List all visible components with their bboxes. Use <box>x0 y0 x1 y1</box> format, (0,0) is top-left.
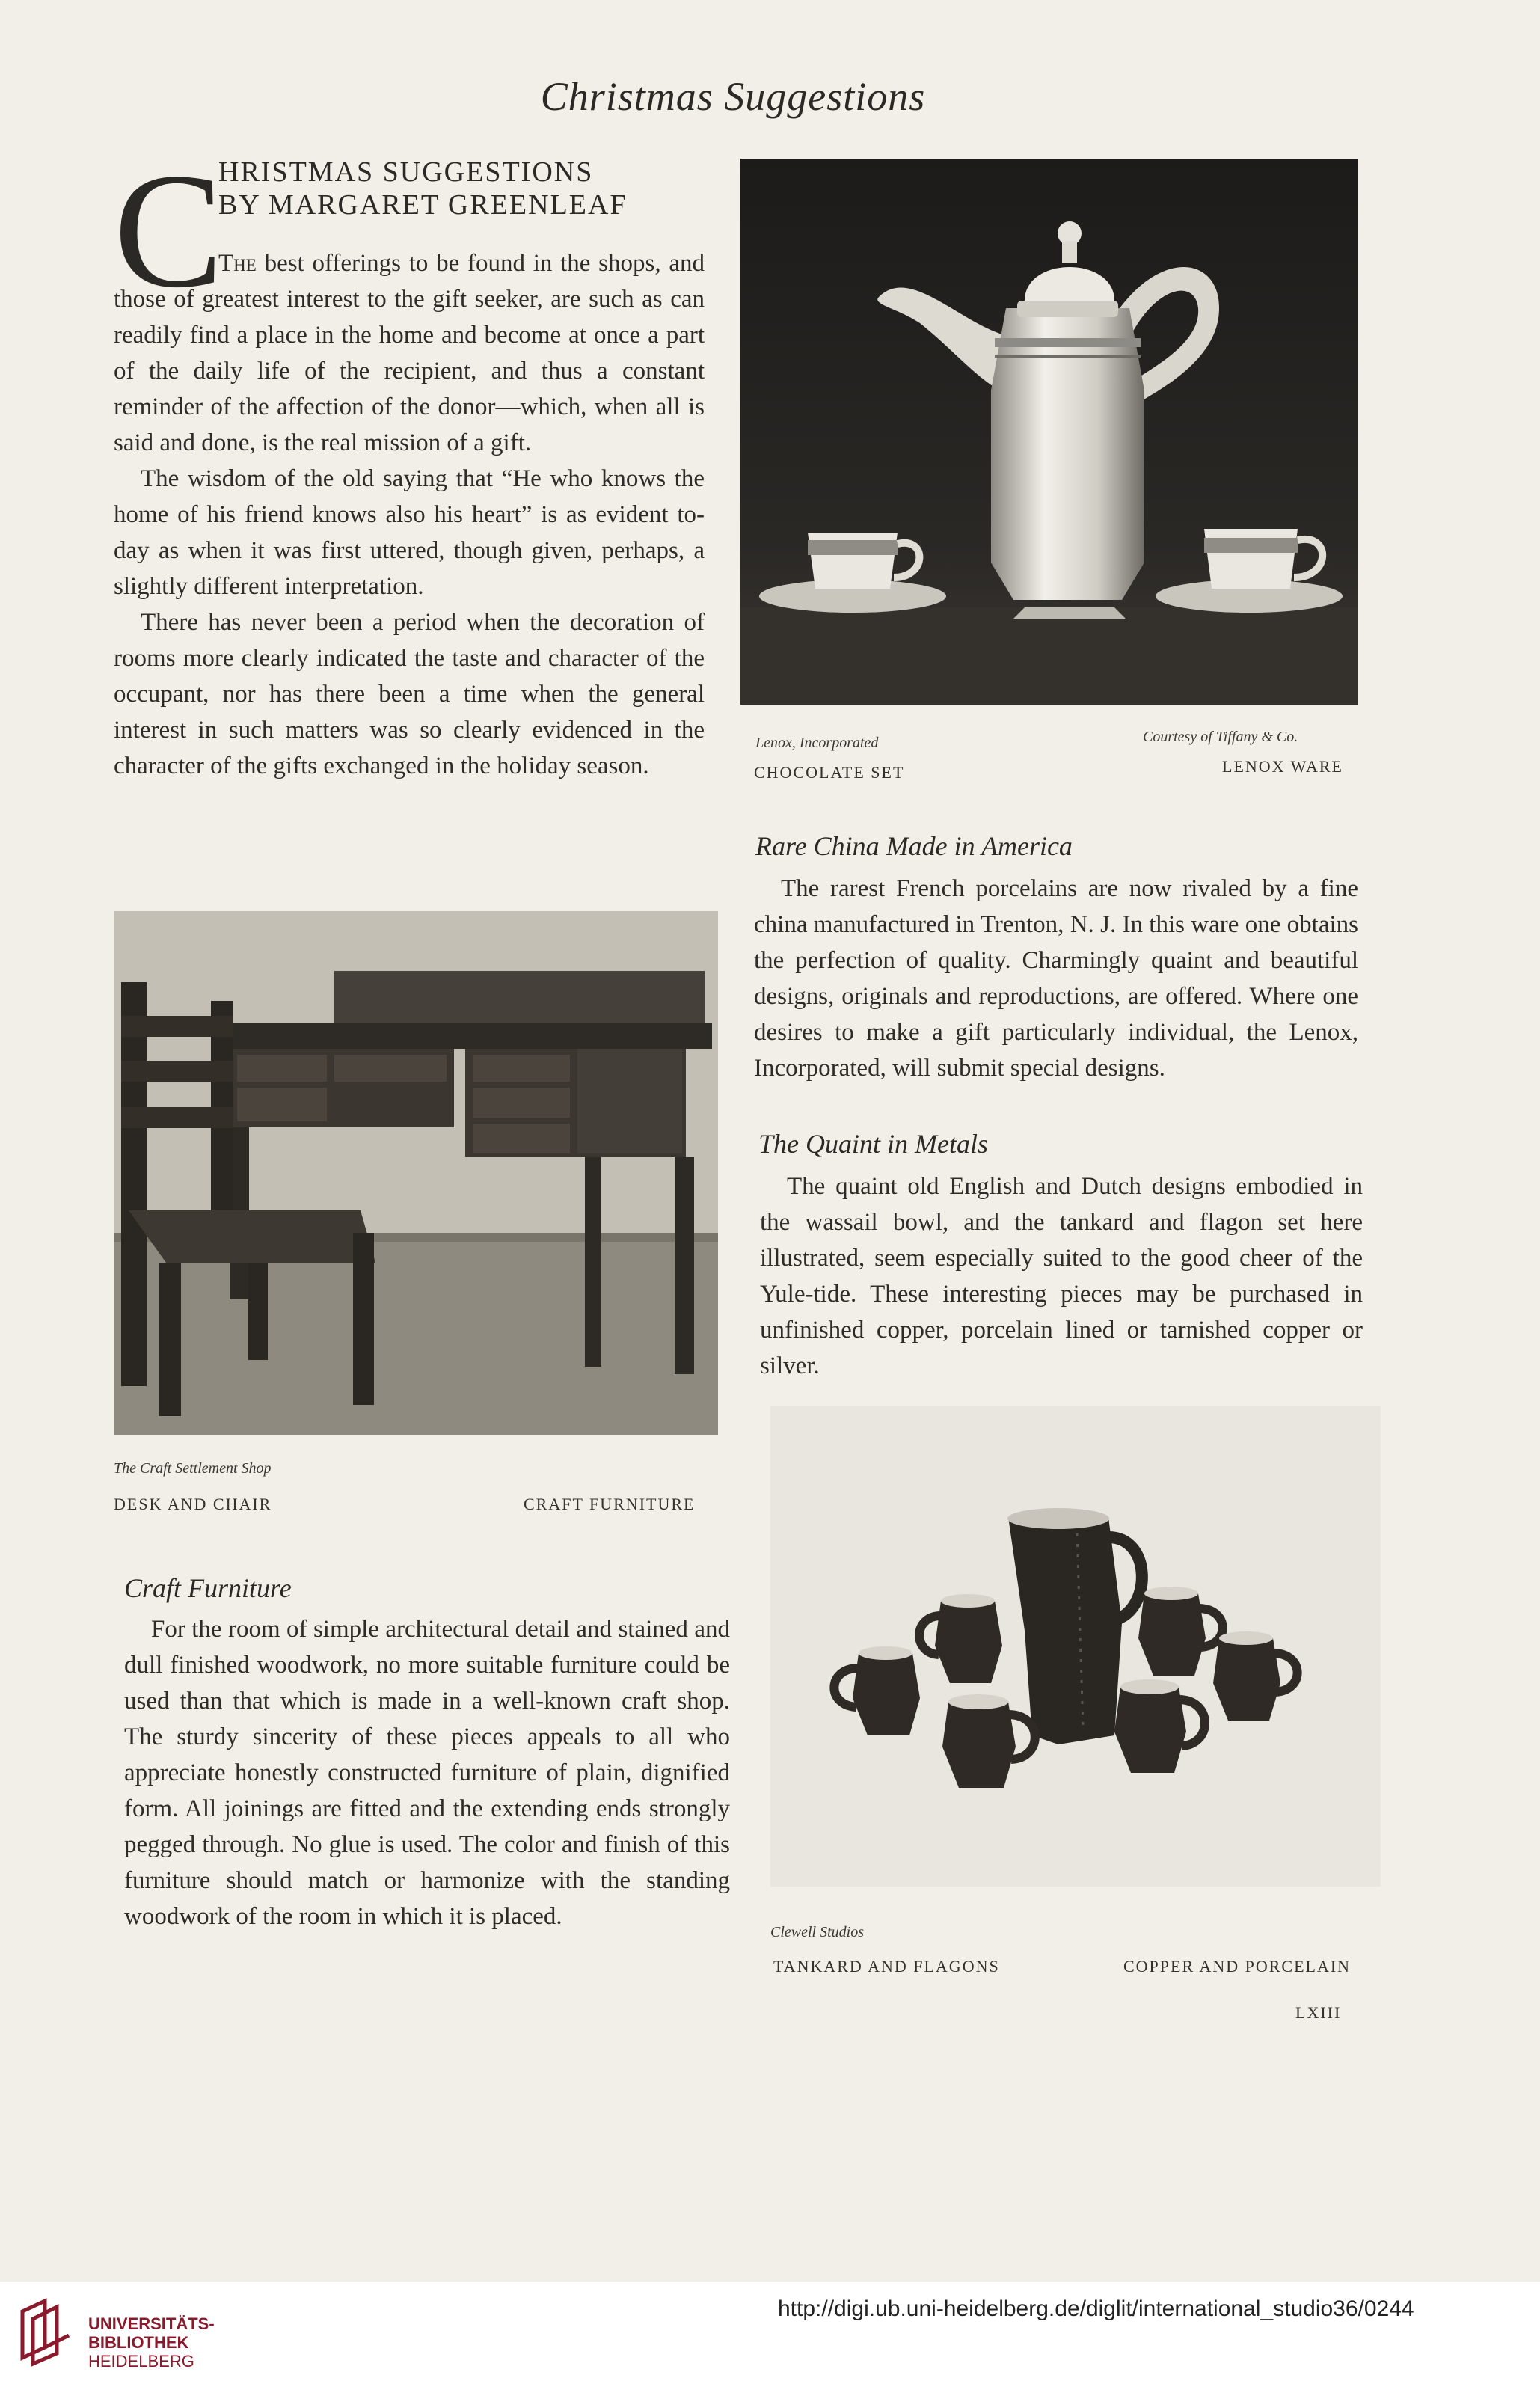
china-section <box>754 871 1358 1086</box>
intro-paragraph-2: The wisdom of the old saying that “He who knows the home of his friend knows also his heart” is as evident to-day as when it was first uttered, though given, perhaps, a slightly different interpretation. <box>114 465 705 600</box>
craft-heading: Craft Furniture <box>124 1573 292 1603</box>
chocolate-courtesy-credit: Courtesy of Tiffany & Co. <box>1143 729 1298 745</box>
intro-paragraph-3: There has never been a period when the decoration of rooms more clearly indicated the taste and character of the occupant, nor has there been a time when the general interest in such matters was so clearly evidenced in the character of the gifts exchanged in the holiday season. <box>114 609 705 779</box>
tankard-caption-left: TANKARD AND FLAGONS <box>773 1957 1000 1976</box>
library-logo-icon <box>15 2298 76 2367</box>
library-name-line-3: HEIDELBERG <box>88 2352 194 2371</box>
tankard-caption-right: COPPER AND PORCELAIN <box>1123 1957 1352 1976</box>
metals-paragraph: The quaint old English and Dutch designs embodied in the wassail bowl, and the tankard and flagon set here illustrated, seem especially suited to the good cheer of the Yule-tide. These interesting pieces may be purchased in unfinished copper, porcelain lined or tarnished copper or silver. <box>760 1173 1363 1379</box>
source-url-link[interactable]: http://digi.ub.uni-heidelberg.de/diglit/international_studio36/0244 <box>778 2297 1414 2321</box>
intro-paragraph-1: The best offerings to be found in the shops, and those of greatest interest to the gift seeker, are such as can readily find a place in the home and become at once a part of the daily life of the recipient, and thus a constant reminder of the affection of the donor—which, when all is said and done, is the real mission of a gift. <box>114 250 705 456</box>
china-paragraph: The rarest French porcelains are now rivaled by a fine china manufactured in Trenton, N. J. In this ware one obtains the perfection of quality. Charmingly quaint and beautiful designs, originals and reproductions, are offered. Where one desires to make a gift particularly individual, the Lenox, Incorporated, will submit special designs. <box>754 875 1358 1082</box>
metals-section <box>760 1168 1363 1384</box>
drop-cap: C <box>114 139 224 322</box>
china-heading: Rare China Made in America <box>755 831 1073 861</box>
tankard-maker-credit: Clewell Studios <box>770 1924 864 1940</box>
library-name-line-2: BIBLIOTHEK <box>88 2333 189 2352</box>
chocolate-caption-right: LENOX WARE <box>1222 757 1343 776</box>
article-title: HRISTMAS SUGGESTIONS <box>218 156 594 188</box>
chocolate-set-illustration <box>740 159 1358 705</box>
article-byline: BY MARGARET GREENLEAF <box>218 189 628 221</box>
desk-caption-right: CRAFT FURNITURE <box>524 1495 696 1513</box>
library-name <box>88 2314 215 2371</box>
tankard-and-flagons-illustration <box>770 1406 1381 1887</box>
desk-maker-credit: The Craft Settlement Shop <box>114 1460 272 1477</box>
tankard-and-flagons-photo <box>770 1406 1381 1887</box>
running-head: Christmas Suggestions <box>540 74 926 119</box>
chocolate-maker-credit: Lenox, Incorporated <box>755 735 879 751</box>
craft-paragraph: For the room of simple architectural detail and stained and dull finished woodwork, no more suitable furniture could be used than that which is made in a well-known craft shop. The sturdy sincerity of these pieces appeals to all who appreciate honestly constructed furniture of plain, dignified form. All joinings are fitted and the extending ends strongly pegged through. No glue is used. The color and finish of this furniture should match or harmonize with the standing woodwork of the room in which it is placed. <box>124 1616 730 1930</box>
page-number: LXIII <box>1295 2003 1342 2022</box>
library-name-line-1: UNIVERSITÄTS- <box>88 2314 215 2333</box>
desk-caption-left: DESK AND CHAIR <box>114 1495 272 1513</box>
desk-and-chair-illustration <box>114 911 718 1435</box>
digitization-footer <box>0 2282 1540 2393</box>
desk-and-chair-photo <box>114 911 718 1435</box>
chocolate-set-photo <box>740 159 1358 705</box>
craft-section <box>124 1611 730 1934</box>
intro-lead-word: The <box>218 250 257 277</box>
metals-heading: The Quaint in Metals <box>758 1129 988 1159</box>
chocolate-caption-left: CHOCOLATE SET <box>754 763 905 782</box>
intro-body <box>114 245 705 784</box>
